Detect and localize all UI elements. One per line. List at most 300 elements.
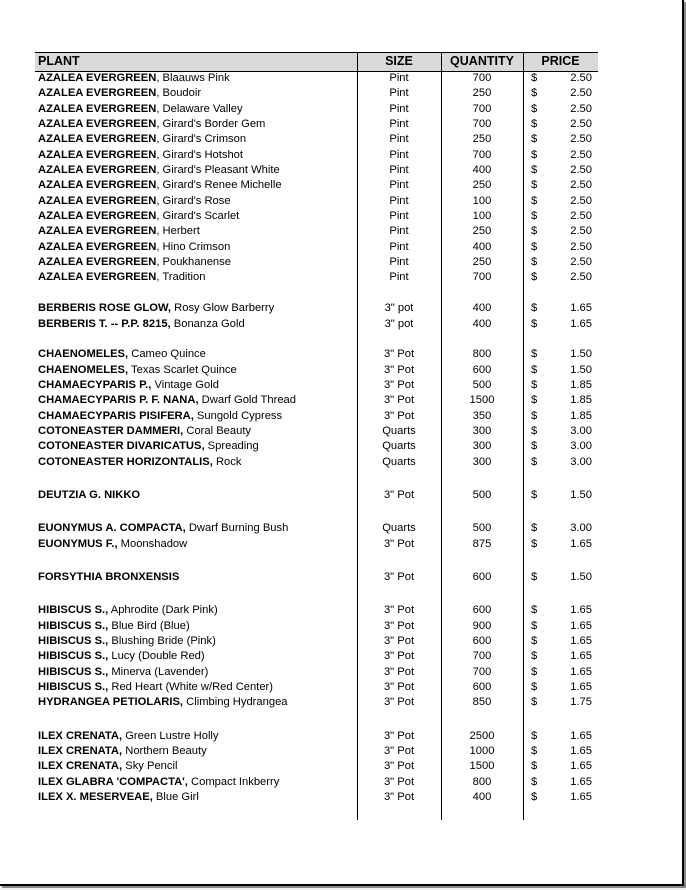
table-row — [35, 790, 598, 805]
plant-variety: , Girard's Hotshot — [156, 148, 244, 161]
plant-cell — [38, 178, 282, 193]
quantity-cell: 500 — [472, 522, 492, 535]
table-row — [35, 363, 598, 378]
table-row — [35, 649, 598, 664]
plant-cell — [38, 270, 205, 285]
quantity-cell: 800 — [472, 775, 492, 788]
quantity-cell: 350 — [472, 409, 492, 422]
quantity-cell: 400 — [472, 164, 492, 177]
price-cell: 1.50 — [570, 488, 592, 501]
plant-cell — [38, 790, 199, 805]
size-cell: Pint — [389, 210, 409, 223]
price-cell: 1.65 — [570, 604, 592, 617]
plant-variety: Blue Bird (Blue) — [108, 619, 190, 632]
price-cell: 2.50 — [570, 240, 592, 253]
plant-variety: Rosy Glow Barberry — [171, 302, 275, 315]
quantity-cell: 800 — [472, 348, 492, 361]
currency-symbol: $ — [531, 256, 538, 269]
plant-variety: Spreading — [204, 440, 259, 453]
plant-cell — [38, 521, 288, 536]
currency-symbol: $ — [531, 745, 538, 758]
table-row — [35, 521, 598, 536]
group-spacer — [35, 552, 598, 570]
plant-variety: , Girard's Border Gem — [156, 118, 266, 131]
table-row — [35, 132, 598, 147]
table-row — [35, 680, 598, 695]
plant-name: AZALEA EVERGREEN — [38, 256, 157, 269]
plant-name: COTONEASTER DIVARICATUS, — [38, 440, 205, 453]
currency-symbol: $ — [531, 210, 538, 223]
currency-symbol: $ — [531, 424, 538, 437]
plant-variety: Dwarf Gold Thread — [198, 394, 296, 407]
quantity-cell: 400 — [472, 791, 492, 804]
plant-cell — [38, 194, 231, 209]
quantity-cell: 600 — [472, 570, 492, 583]
header-plant: PLANT — [38, 54, 80, 68]
plant-name: HIBISCUS S., — [38, 665, 109, 678]
plant-name: BERBERIS ROSE GLOW, — [38, 302, 172, 315]
plant-variety: Aphrodite (Dark Pink) — [108, 604, 218, 617]
size-cell: 3" Pot — [383, 488, 415, 501]
plant-variety: , Girard's Pleasant White — [156, 164, 280, 177]
currency-symbol: $ — [531, 760, 538, 773]
quantity-cell: 900 — [472, 619, 492, 632]
price-cell: 2.50 — [570, 271, 592, 284]
quantity-cell: 700 — [472, 148, 492, 161]
plant-name: CHAENOMELES, — [38, 363, 129, 376]
table-row — [35, 86, 598, 101]
plant-variety: Vintage Gold — [151, 378, 219, 391]
price-cell: 2.50 — [570, 102, 592, 115]
price-cell: 1.65 — [570, 665, 592, 678]
plant-cell — [38, 409, 282, 424]
size-cell: 3" Pot — [383, 570, 415, 583]
plant-name: AZALEA EVERGREEN — [38, 210, 157, 223]
plant-name: CHAMAECYPARIS P. F. NANA, — [38, 394, 199, 407]
plant-cell — [38, 255, 231, 270]
price-cell: 1.65 — [570, 537, 592, 550]
currency-symbol: $ — [531, 775, 538, 788]
quantity-cell: 600 — [472, 604, 492, 617]
size-cell: 3" Pot — [383, 745, 415, 758]
plant-cell — [38, 729, 219, 744]
size-cell: 3" Pot — [383, 363, 415, 376]
size-cell: Quarts — [382, 440, 416, 453]
table-row — [35, 178, 598, 193]
price-cell: 1.50 — [570, 363, 592, 376]
plant-name: HIBISCUS S., — [38, 635, 109, 647]
quantity-cell: 250 — [472, 133, 492, 146]
plant-name: BERBERIS T. -- P.P. 8215, — [38, 317, 171, 330]
size-cell: 3" Pot — [383, 791, 415, 804]
plant-name: AZALEA EVERGREEN — [38, 271, 157, 284]
plant-variety: , Girard's Crimson — [156, 133, 247, 146]
table-row — [35, 209, 598, 224]
table-row — [35, 424, 598, 439]
size-cell: 3" Pot — [383, 619, 415, 632]
plant-name: AZALEA EVERGREEN — [38, 240, 157, 253]
plant-name: DEUTZIA G. NIKKO — [38, 488, 141, 501]
quantity-cell: 600 — [472, 681, 492, 694]
table-row — [35, 439, 598, 454]
currency-symbol: $ — [531, 394, 538, 407]
table-row — [35, 619, 598, 634]
plant-variety: Sky Pencil — [122, 760, 178, 773]
price-cell: 2.50 — [570, 194, 592, 207]
table-row — [35, 455, 598, 470]
table-row — [35, 634, 598, 649]
plant-variety: Moonshadow — [117, 537, 188, 550]
group-spacer — [35, 286, 598, 301]
quantity-cell: 500 — [472, 378, 492, 391]
plant-cell — [38, 619, 190, 634]
plant-variety: , Hino Crimson — [156, 240, 231, 253]
currency-symbol: $ — [531, 455, 538, 468]
price-cell: 1.85 — [570, 378, 592, 391]
table-row — [35, 240, 598, 255]
size-cell: 3" Pot — [383, 650, 415, 663]
price-cell: 2.50 — [570, 72, 592, 84]
currency-symbol: $ — [531, 440, 538, 453]
plant-cell — [38, 775, 279, 790]
size-cell: 3" Pot — [383, 537, 415, 550]
plant-cell — [38, 439, 259, 454]
currency-symbol: $ — [531, 409, 538, 422]
table-header — [35, 52, 598, 72]
size-cell: Pint — [389, 271, 409, 284]
plant-name: EUONYMUS A. COMPACTA, — [38, 522, 186, 535]
price-cell: 1.65 — [570, 619, 592, 632]
size-cell: 3" Pot — [383, 775, 415, 788]
table-row — [35, 488, 598, 503]
quantity-cell: 250 — [472, 87, 492, 100]
price-cell: 3.00 — [570, 522, 592, 535]
size-cell: 3" Pot — [383, 696, 415, 709]
quantity-cell: 250 — [472, 225, 492, 238]
plant-cell — [38, 132, 246, 147]
price-cell: 2.50 — [570, 118, 592, 131]
size-cell: Pint — [389, 102, 409, 115]
price-cell: 1.65 — [570, 760, 592, 773]
currency-symbol: $ — [531, 164, 538, 177]
plant-variety: , Boudoir — [156, 87, 202, 100]
currency-symbol: $ — [531, 522, 538, 535]
plant-price-table — [35, 52, 598, 820]
size-cell: Pint — [389, 118, 409, 131]
plant-cell — [38, 102, 243, 117]
plant-cell — [38, 759, 177, 774]
table-row — [35, 163, 598, 178]
plant-name: HIBISCUS S., — [38, 650, 109, 663]
plant-cell — [38, 695, 288, 710]
plant-variety: Texas Scarlet Quince — [128, 363, 237, 376]
plant-cell — [38, 603, 218, 618]
group-spacer — [35, 711, 598, 729]
plant-cell — [38, 240, 230, 255]
plant-cell — [38, 86, 201, 101]
currency-symbol: $ — [531, 118, 538, 131]
plant-variety: , Girard's Scarlet — [156, 210, 240, 223]
size-cell: Pint — [389, 240, 409, 253]
plant-name: HIBISCUS S., — [38, 604, 109, 617]
currency-symbol: $ — [531, 665, 538, 678]
table-row — [35, 695, 598, 710]
group-spacer — [35, 332, 598, 347]
plant-cell — [38, 393, 296, 408]
header-size: SIZE — [385, 54, 413, 68]
price-cell: 3.00 — [570, 424, 592, 437]
currency-symbol: $ — [531, 72, 538, 84]
header-price: PRICE — [541, 54, 580, 68]
currency-symbol: $ — [531, 570, 538, 583]
table-row — [35, 301, 598, 316]
plant-variety: , Delaware Valley — [156, 102, 243, 115]
plant-cell — [38, 363, 237, 378]
plant-variety: Bonanza Gold — [170, 317, 245, 330]
table-row — [35, 759, 598, 774]
quantity-cell: 400 — [472, 240, 492, 253]
plant-name: HIBISCUS S., — [38, 619, 109, 632]
quantity-cell: 400 — [472, 302, 492, 315]
table-row — [35, 224, 598, 239]
plant-name: ILEX CRENATA, — [38, 760, 123, 773]
quantity-cell: 700 — [472, 118, 492, 131]
currency-symbol: $ — [531, 681, 538, 694]
price-cell: 1.65 — [570, 650, 592, 663]
plant-variety: Minerva (Lavender) — [108, 665, 209, 678]
plant-cell — [38, 163, 280, 178]
group-spacer — [35, 503, 598, 521]
table-row — [35, 71, 598, 86]
price-cell: 1.85 — [570, 409, 592, 422]
price-cell: 2.50 — [570, 133, 592, 146]
size-cell: Quarts — [382, 522, 416, 535]
quantity-cell: 700 — [472, 650, 492, 663]
plant-variety: , Tradition — [156, 271, 206, 284]
plant-name: FORSYTHIA BRONXENSIS — [38, 570, 180, 583]
plant-name: AZALEA EVERGREEN — [38, 102, 157, 115]
table-row — [35, 270, 598, 285]
quantity-cell: 700 — [472, 102, 492, 115]
quantity-cell: 250 — [472, 179, 492, 192]
plant-variety: , Poukhanense — [156, 256, 231, 269]
price-cell: 1.75 — [570, 696, 592, 709]
plant-variety: Compact Inkberry — [187, 775, 280, 788]
plant-name: AZALEA EVERGREEN — [38, 72, 157, 84]
table-row — [35, 194, 598, 209]
quantity-cell: 875 — [472, 537, 492, 550]
quantity-cell: 300 — [472, 424, 492, 437]
quantity-cell: 100 — [472, 194, 492, 207]
currency-symbol: $ — [531, 194, 538, 207]
quantity-cell: 400 — [472, 317, 492, 330]
table-row — [35, 603, 598, 618]
size-cell: Pint — [389, 148, 409, 161]
size-cell: Pint — [389, 194, 409, 207]
plant-name: ILEX GLABRA 'COMPACTA', — [38, 775, 188, 788]
price-cell: 2.50 — [570, 164, 592, 177]
size-cell: 3" Pot — [383, 378, 415, 391]
quantity-cell: 1000 — [469, 745, 495, 758]
plant-name: AZALEA EVERGREEN — [38, 194, 157, 207]
currency-symbol: $ — [531, 791, 538, 804]
table-row — [35, 102, 598, 117]
table-row — [35, 665, 598, 680]
currency-symbol: $ — [531, 179, 538, 192]
quantity-cell: 500 — [472, 488, 492, 501]
price-cell: 3.00 — [570, 455, 592, 468]
quantity-cell: 300 — [472, 440, 492, 453]
price-cell: 1.65 — [570, 317, 592, 330]
plant-variety: , Herbert — [156, 225, 200, 238]
plant-variety: Dwarf Burning Bush — [185, 522, 289, 535]
size-cell: Quarts — [382, 424, 416, 437]
plant-name: COTONEASTER HORIZONTALIS, — [38, 455, 213, 468]
size-cell: Pint — [389, 87, 409, 100]
plant-cell — [38, 347, 206, 362]
plant-cell — [38, 488, 140, 503]
plant-variety: , Girard's Renee Michelle — [156, 179, 282, 192]
price-cell: 2.50 — [570, 210, 592, 223]
currency-symbol: $ — [531, 87, 538, 100]
plant-name: AZALEA EVERGREEN — [38, 225, 157, 238]
table-row — [35, 393, 598, 408]
size-cell: 3" Pot — [383, 604, 415, 617]
currency-symbol: $ — [531, 619, 538, 632]
quantity-cell: 2500 — [469, 729, 495, 742]
price-cell: 1.65 — [570, 635, 592, 647]
plant-cell — [38, 209, 239, 224]
quantity-cell: 700 — [472, 665, 492, 678]
price-cell: 1.50 — [570, 570, 592, 583]
size-cell: 3" Pot — [383, 635, 415, 647]
size-cell: Pint — [389, 256, 409, 269]
plant-name: ILEX CRENATA, — [38, 745, 123, 758]
table-row — [35, 775, 598, 790]
plant-variety: Blushing Bride (Pink) — [108, 635, 216, 647]
size-cell: 3" Pot — [383, 409, 415, 422]
price-cell: 2.50 — [570, 225, 592, 238]
currency-symbol: $ — [531, 302, 538, 315]
plant-name: AZALEA EVERGREEN — [38, 148, 157, 161]
plant-cell — [38, 537, 187, 552]
plant-name: ILEX X. MESERVEAE, — [38, 791, 153, 804]
quantity-cell: 1500 — [469, 760, 495, 773]
plant-name: CHAENOMELES, — [38, 348, 129, 361]
plant-variety: Rock — [212, 455, 242, 468]
table-row — [35, 317, 598, 332]
price-cell: 1.50 — [570, 348, 592, 361]
size-cell: 3" pot — [384, 302, 414, 315]
plant-cell — [38, 148, 243, 163]
price-cell: 1.65 — [570, 302, 592, 315]
plant-cell — [38, 634, 216, 649]
quantity-cell: 1500 — [469, 394, 495, 407]
plant-name: AZALEA EVERGREEN — [38, 133, 157, 146]
table-row — [35, 347, 598, 362]
plant-variety: , Blaauws Pink — [156, 72, 230, 84]
plant-cell — [38, 455, 241, 470]
table-row — [35, 378, 598, 393]
size-cell: 3" Pot — [383, 394, 415, 407]
currency-symbol: $ — [531, 604, 538, 617]
plant-cell — [38, 71, 230, 86]
plant-cell — [38, 378, 219, 393]
plant-cell — [38, 649, 205, 664]
plant-name: AZALEA EVERGREEN — [38, 118, 157, 131]
quantity-cell: 300 — [472, 455, 492, 468]
size-cell: Pint — [389, 72, 409, 84]
table-row — [35, 744, 598, 759]
table-row — [35, 570, 598, 585]
price-cell: 2.50 — [570, 179, 592, 192]
size-cell: 3" Pot — [383, 760, 415, 773]
price-cell: 2.50 — [570, 87, 592, 100]
plant-variety: Climbing Hydrangea — [183, 696, 288, 709]
plant-cell — [38, 744, 207, 759]
size-cell: 3" Pot — [383, 729, 415, 742]
size-cell: Pint — [389, 133, 409, 146]
plant-variety: Lucy (Double Red) — [108, 650, 205, 663]
plant-variety: Blue Girl — [152, 791, 199, 804]
plant-variety: Green Lustre Holly — [122, 729, 219, 742]
size-cell: Pint — [389, 164, 409, 177]
currency-symbol: $ — [531, 537, 538, 550]
plant-variety: Northern Beauty — [122, 745, 207, 758]
plant-cell — [38, 424, 251, 439]
currency-symbol: $ — [531, 635, 538, 647]
currency-symbol: $ — [531, 650, 538, 663]
plant-variety: Sungold Cypress — [193, 409, 283, 422]
price-cell: 2.50 — [570, 256, 592, 269]
currency-symbol: $ — [531, 488, 538, 501]
currency-symbol: $ — [531, 696, 538, 709]
price-cell: 1.65 — [570, 791, 592, 804]
price-cell: 1.65 — [570, 745, 592, 758]
size-cell: 3" Pot — [383, 681, 415, 694]
table-body — [35, 71, 598, 805]
price-cell: 1.85 — [570, 394, 592, 407]
price-cell: 2.50 — [570, 148, 592, 161]
price-cell: 1.65 — [570, 729, 592, 742]
plant-name: AZALEA EVERGREEN — [38, 164, 157, 177]
plant-variety: , Girard's Rose — [156, 194, 231, 207]
currency-symbol: $ — [531, 378, 538, 391]
plant-name: AZALEA EVERGREEN — [38, 87, 157, 100]
plant-variety: Coral Beauty — [183, 424, 252, 437]
price-cell: 1.65 — [570, 681, 592, 694]
currency-symbol: $ — [531, 348, 538, 361]
plant-name: HYDRANGEA PETIOLARIS, — [38, 696, 184, 709]
price-cell: 1.65 — [570, 775, 592, 788]
size-cell: 3" pot — [384, 317, 414, 330]
plant-cell — [38, 317, 245, 332]
plant-name: EUONYMUS F., — [38, 537, 118, 550]
quantity-cell: 600 — [472, 635, 492, 647]
size-cell: 3" Pot — [383, 665, 415, 678]
currency-symbol: $ — [531, 363, 538, 376]
plant-name: CHAMAECYPARIS PISIFERA, — [38, 409, 194, 422]
plant-cell — [38, 665, 208, 680]
quantity-cell: 700 — [472, 271, 492, 284]
size-cell: Quarts — [382, 455, 416, 468]
table-row — [35, 409, 598, 424]
header-quantity: QUANTITY — [450, 54, 514, 68]
quantity-cell: 700 — [472, 72, 492, 84]
currency-symbol: $ — [531, 271, 538, 284]
plant-name: AZALEA EVERGREEN — [38, 179, 157, 192]
currency-symbol: $ — [531, 148, 538, 161]
